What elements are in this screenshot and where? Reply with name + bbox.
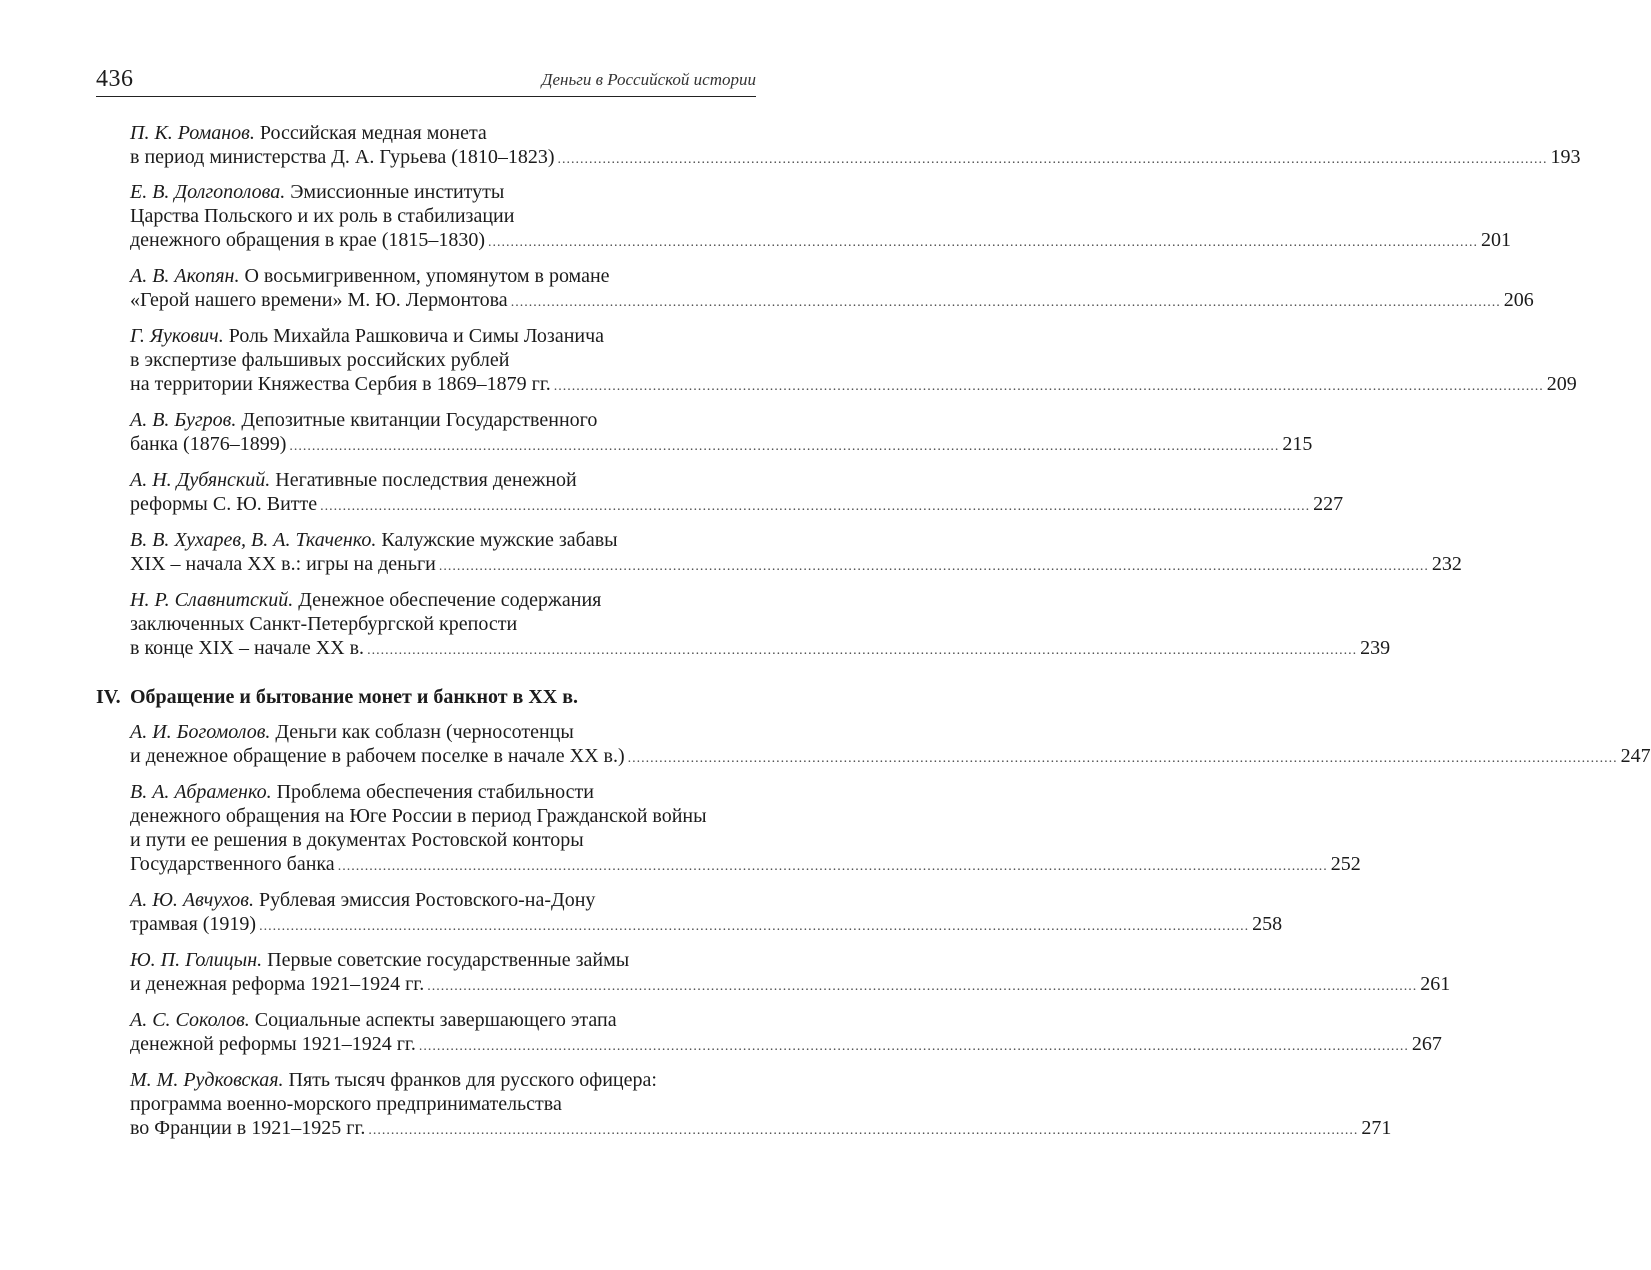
toc-entry-line [130, 612, 748, 636]
dot-leader: ............................................................................................................................................................................................................................ [427, 979, 1418, 994]
running-header [96, 64, 756, 97]
toc-entry [130, 720, 1651, 768]
toc-author: Ю. П. Голицын. [130, 949, 263, 971]
running-title: Деньги в Российской истории [541, 70, 756, 89]
toc-title-text: денежного обращения в крае (1815–1830) [130, 229, 486, 251]
toc-entry-line [130, 852, 1361, 876]
toc-entry [130, 408, 1313, 456]
toc-page-number: 261 [1420, 973, 1451, 995]
toc-author: Г. Яукович. [130, 325, 224, 347]
toc-page-number: 215 [1282, 433, 1313, 455]
toc-page-number: 239 [1360, 637, 1391, 659]
toc-title-text: «Герой нашего времени» М. Ю. Лермонтова [130, 289, 508, 311]
toc-title-text: программа военно-морского предпринимательства [130, 1093, 562, 1115]
toc-title-text: О восьмигривенном, упомянутом в романе [244, 265, 610, 287]
toc-author: В. В. Хухарев, В. А. Ткаченко. [130, 529, 377, 551]
toc-title-text: в экспертизе фальшивых российских рублей [130, 349, 510, 371]
section-title: Обращение и бытование монет и банкнот в XX в. [130, 686, 579, 708]
toc-entry-line [130, 1008, 748, 1032]
toc-entry [130, 121, 1581, 169]
toc-entry-line [130, 1068, 748, 1092]
toc-page-number: 271 [1361, 1117, 1392, 1139]
dot-leader: ............................................................................................................................................................................................................................ [488, 235, 1479, 250]
toc-title-text: и пути ее решения в документах Ростовской конторы [130, 829, 584, 851]
toc-author: А. И. Богомолов. [130, 721, 271, 743]
toc-title-text: Калужские мужские забавы [381, 529, 618, 551]
toc-title-text: во Франции в 1921–1925 гг. [130, 1117, 366, 1139]
toc-entry-line [130, 528, 748, 552]
toc-entry-line [130, 204, 748, 228]
dot-leader: ............................................................................................................................................................................................................................ [368, 1123, 1359, 1138]
toc-entry-line [130, 912, 1283, 936]
toc-entry [130, 780, 1361, 876]
toc-title-text: заключенных Санкт-Петербургской крепости [130, 613, 518, 635]
toc-page-number: 252 [1330, 853, 1361, 875]
toc-entry-line [130, 552, 1462, 576]
toc-author: А. С. Соколов. [130, 1009, 250, 1031]
dot-leader: ............................................................................................................................................................................................................................ [367, 643, 1358, 658]
toc-entry-line [130, 228, 1512, 252]
toc-title-text: Проблема обеспечения стабильности [276, 781, 594, 803]
toc-title-text: в период министерства Д. А. Гурьева (1810–1823) [130, 146, 555, 168]
toc-title-text: на территории Княжества Сербия в 1869–1879 гг. [130, 373, 551, 395]
toc-entry-line [130, 948, 748, 972]
toc-author: А. В. Бугров. [130, 409, 237, 431]
toc-entry-line [130, 804, 748, 828]
dot-leader: ............................................................................................................................................................................................................................ [627, 751, 1618, 766]
toc-author: М. М. Рудковская. [130, 1069, 284, 1091]
toc-entry [130, 180, 1512, 252]
toc-entry [130, 468, 1344, 516]
dot-leader: ............................................................................................................................................................................................................................ [438, 559, 1429, 574]
toc-entry-line [130, 288, 1534, 312]
toc-page-number: 267 [1411, 1033, 1442, 1055]
toc-title-text: Первые советские государственные займы [267, 949, 630, 971]
toc-entry [130, 888, 1283, 936]
toc-page-number: 258 [1252, 913, 1283, 935]
toc-entry [130, 588, 1391, 660]
toc-title-text: Пять тысяч франков для русского офицера: [288, 1069, 657, 1091]
toc-entry-line [130, 348, 748, 372]
toc-title-text: реформы С. Ю. Витте [130, 493, 318, 515]
toc-author: А. В. Акопян. [130, 265, 240, 287]
toc-author: В. А. Абраменко. [130, 781, 272, 803]
toc-title-text: Социальные аспекты завершающего этапа [254, 1009, 617, 1031]
dot-leader: ............................................................................................................................................................................................................................ [320, 499, 1311, 514]
toc-title-text: XIX – начала XX в.: игры на деньги [130, 553, 436, 575]
toc-author: П. К. Романов. [130, 122, 255, 144]
toc-page-number: 193 [1550, 146, 1581, 168]
toc-entry-line [130, 264, 748, 288]
dot-leader: ............................................................................................................................................................................................................................ [510, 295, 1501, 310]
toc-author: Е. В. Долгополова. [130, 181, 286, 203]
toc-entry-line [130, 588, 748, 612]
toc-entry-line [130, 636, 1391, 660]
toc-entry-line [130, 828, 748, 852]
toc-title-text: Царства Польского и их роль в стабилизации [130, 205, 515, 227]
toc-title-text: Государственного банка [130, 853, 335, 875]
toc-entry [130, 1008, 1442, 1056]
toc-title-text: трамвая (1919) [130, 913, 257, 935]
toc-page-number: 206 [1503, 289, 1534, 311]
section-heading [96, 685, 756, 709]
toc-entry-line [130, 888, 748, 912]
toc-entry-line [130, 121, 748, 145]
toc-title-text: банка (1876–1899) [130, 433, 287, 455]
toc-title-text: Депозитные квитанции Государственного [241, 409, 598, 431]
dot-leader: ............................................................................................................................................................................................................................ [259, 919, 1250, 934]
toc-entry-line [130, 972, 1451, 996]
dot-leader: ............................................................................................................................................................................................................................ [557, 152, 1548, 167]
toc-entry-line [130, 372, 1577, 396]
toc-title-text: денежного обращения на Юге России в период Гражданской войны [130, 805, 707, 827]
toc-entry-line [130, 780, 748, 804]
toc-entry [130, 264, 1534, 312]
toc-title-text: Негативные последствия денежной [275, 469, 577, 491]
dot-leader: ............................................................................................................................................................................................................................ [337, 859, 1328, 874]
toc-page-number: 232 [1431, 553, 1462, 575]
toc-author: А. Ю. Авчухов. [130, 889, 254, 911]
toc-entry-line [130, 744, 1651, 768]
toc-title-text: Деньги как соблазн (черносотенцы [275, 721, 574, 743]
toc-title-text: Российская медная монета [259, 122, 487, 144]
toc-entry [130, 528, 1462, 576]
toc-entry-line [130, 324, 748, 348]
toc-title-text: и денежная реформа 1921–1924 гг. [130, 973, 425, 995]
toc-entry-line [130, 720, 748, 744]
toc-entry-line [130, 468, 748, 492]
toc-title-text: Эмиссионные институты [290, 181, 505, 203]
toc-title-text: в конце XIX – начале XX в. [130, 637, 365, 659]
dot-leader: ............................................................................................................................................................................................................................ [553, 379, 1544, 394]
toc-entry [130, 948, 1451, 996]
toc-page-number: 247 [1620, 745, 1651, 767]
toc-title-text: Роль Михайла Рашковича и Симы Лозанича [228, 325, 605, 347]
dot-leader: ............................................................................................................................................................................................................................ [418, 1039, 1409, 1054]
toc-page-number: 209 [1546, 373, 1577, 395]
toc-page-number: 201 [1481, 229, 1512, 251]
toc-title-text: денежной реформы 1921–1924 гг. [130, 1033, 416, 1055]
page-number: 436 [96, 66, 134, 92]
toc-entry-line [130, 492, 1344, 516]
toc-entry-line [130, 432, 1313, 456]
toc-entry-line [130, 1092, 748, 1116]
section-numeral: IV. [96, 686, 121, 708]
toc-entry-line [130, 145, 1581, 169]
toc-entry-line [130, 180, 748, 204]
toc-entry [130, 1068, 1392, 1140]
toc-author: Н. Р. Славнитский. [130, 589, 294, 611]
toc-author: А. Н. Дубянский. [130, 469, 271, 491]
toc-entry-line [130, 1116, 1392, 1140]
dot-leader: ............................................................................................................................................................................................................................ [289, 439, 1280, 454]
toc-title-text: Денежное обеспечение содержания [298, 589, 602, 611]
toc-entry [130, 324, 1577, 396]
toc-title-text: Рублевая эмиссия Ростовского-на-Дону [258, 889, 596, 911]
toc-page-number: 227 [1313, 493, 1344, 515]
toc-entry-line [130, 1032, 1442, 1056]
toc-title-text: и денежное обращение в рабочем поселке в начале XX в.) [130, 745, 625, 767]
toc-entry-line [130, 408, 748, 432]
